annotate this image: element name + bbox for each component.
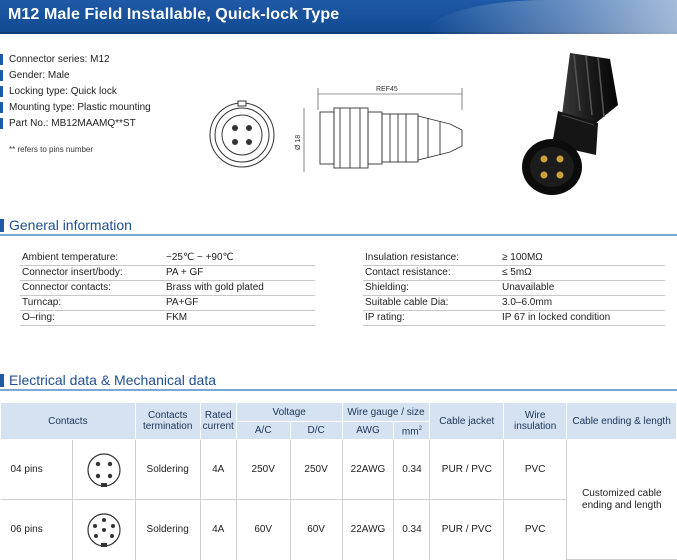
mm2-cell: 0.34 — [394, 440, 430, 500]
general-label: O–ring: — [22, 312, 55, 323]
general-info-left — [20, 251, 315, 326]
header-contacts: Contacts — [1, 403, 136, 440]
general-row — [20, 311, 315, 326]
section-divider — [0, 389, 677, 391]
pins-label: 04 pins — [1, 440, 73, 500]
section-divider — [0, 234, 677, 236]
general-label: Contact resistance: — [365, 267, 451, 278]
rated-cell: 4A — [200, 440, 236, 500]
rated-cell: 4A — [200, 500, 236, 560]
insulation-cell: PVC — [504, 500, 567, 560]
general-label: Turncap: — [22, 297, 62, 308]
pins-note: ** refers to pins number — [9, 145, 94, 154]
ref-label: REF45 — [376, 86, 398, 93]
general-label: Shielding: — [365, 282, 409, 293]
general-value: ≥ 100MΩ — [502, 252, 543, 263]
general-value: ≤ 5mΩ — [502, 267, 532, 278]
awg-cell: 22AWG — [342, 500, 394, 560]
section-marker — [0, 374, 4, 387]
termination-cell: Soldering — [135, 500, 200, 560]
general-label: Connector contacts: — [22, 282, 111, 293]
general-value: PA + GF — [166, 267, 204, 278]
header-voltage: Voltage — [236, 403, 342, 422]
general-information-header — [0, 217, 677, 234]
pin-face-4-icon — [85, 451, 123, 489]
termination-cell: Soldering — [135, 440, 200, 500]
general-value: Unavailable — [502, 282, 555, 293]
connector-photo — [522, 53, 618, 195]
title-bar-decoration — [427, 0, 677, 34]
page-title: M12 Male Field Installable, Quick-lock Type — [8, 6, 340, 23]
header-wire-insulation: Wire insulation — [504, 403, 567, 440]
awg-cell: 22AWG — [342, 440, 394, 500]
general-row — [20, 266, 315, 281]
general-row — [363, 266, 665, 281]
header-ac: A/C — [236, 422, 290, 440]
insulation-cell: PVC — [504, 440, 567, 500]
general-label: Connector insert/body: — [22, 267, 123, 278]
electrical-data-title: Electrical data & Mechanical data — [9, 372, 216, 388]
spec-locking-type: Locking type: Quick lock — [0, 84, 200, 100]
pin-layout-6 — [72, 500, 135, 560]
spec-connector-series: Connector series: M12 — [0, 52, 200, 68]
ac-cell: 60V — [236, 500, 290, 560]
header-termination: Contacts termination — [135, 403, 200, 440]
mm2-cell: 0.34 — [394, 500, 430, 560]
header-cable-ending: Cable ending & length — [567, 403, 677, 440]
section-marker — [0, 219, 4, 232]
title-bar — [0, 0, 677, 34]
spec-mounting-type: Mounting type: Plastic mounting — [0, 100, 200, 116]
pin-layout-4 — [72, 440, 135, 500]
spec-gender: Gender: Male — [0, 68, 200, 84]
general-row — [363, 296, 665, 311]
pins-label: 06 pins — [1, 500, 73, 560]
general-row — [363, 281, 665, 296]
general-row — [20, 281, 315, 296]
pin-face-6-icon — [85, 511, 123, 549]
spec-list — [0, 52, 200, 132]
general-value: PA+GF — [166, 297, 199, 308]
diameter-label: Ø 18 — [295, 134, 302, 150]
connector-front-view — [210, 101, 274, 167]
ac-cell: 250V — [236, 440, 290, 500]
general-value: IP 67 in locked condition — [502, 312, 611, 323]
general-label: IP rating: — [365, 312, 405, 323]
general-label: Insulation resistance: — [365, 252, 459, 263]
general-value: Brass with gold plated — [166, 282, 264, 293]
header-cable-jacket: Cable jacket — [430, 403, 504, 440]
header-mm2 — [394, 422, 430, 440]
header-rated-current: Rated current — [200, 403, 236, 440]
product-photo — [500, 45, 640, 200]
general-information-title: General information — [9, 217, 132, 233]
electrical-data-header — [0, 372, 677, 389]
header-awg: AWG — [342, 422, 394, 440]
electrical-table — [0, 402, 677, 560]
header-mm2-text: mm — [401, 426, 419, 438]
general-value: FKM — [166, 312, 188, 323]
general-value: −25℃ ~ +90℃ — [166, 252, 234, 263]
general-value: 3.0–6.0mm — [502, 297, 553, 308]
general-row — [20, 296, 315, 311]
header-wire-gauge: Wire gauge / size — [342, 403, 430, 422]
general-row — [363, 311, 665, 326]
spec-part-number: Part No.: MB12MAAMQ**ST — [0, 116, 200, 132]
dc-cell: 60V — [290, 500, 342, 560]
jacket-cell: PUR / PVC — [430, 440, 504, 500]
header-dc: D/C — [290, 422, 342, 440]
general-label: Ambient temperature: — [22, 252, 119, 263]
general-row — [363, 251, 665, 266]
connector-side-view — [320, 108, 462, 168]
jacket-cell: PUR / PVC — [430, 500, 504, 560]
technical-drawing — [200, 80, 475, 190]
dc-cell: 250V — [290, 440, 342, 500]
table-row — [1, 440, 677, 500]
general-info-right — [363, 251, 665, 326]
cable-ending-cell: Customized cable ending and length — [567, 440, 677, 560]
header-mm2-superscript: 2 — [418, 425, 422, 432]
general-row — [20, 251, 315, 266]
general-label: Suitable cable Dia: — [365, 297, 449, 308]
